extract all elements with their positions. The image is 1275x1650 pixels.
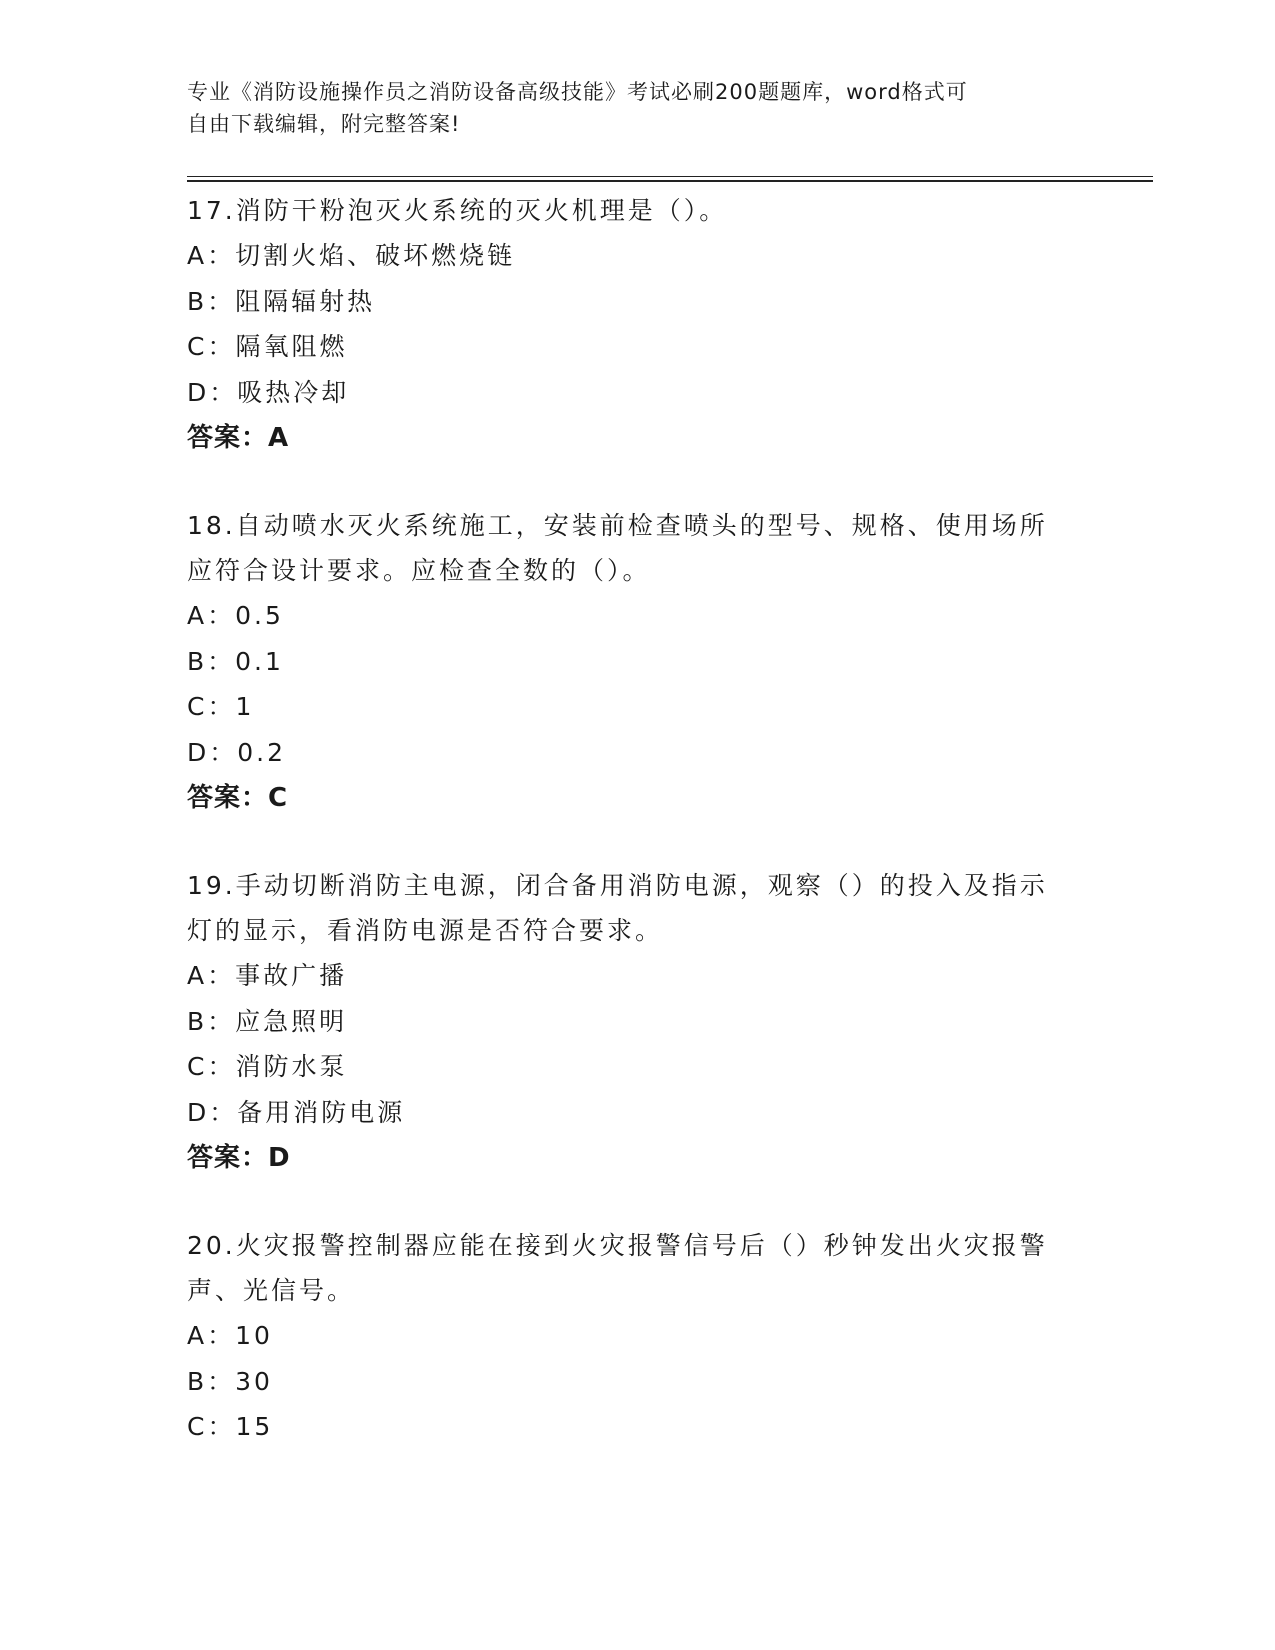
question-17 [187,188,1087,461]
option-b: B：30 [187,1366,273,1396]
question-stem-line-2: 应符合设计要求。应检查全数的（）。 [187,556,651,585]
option-c: C：消防水泵 [187,1052,348,1081]
question-19 [187,863,1087,1181]
spacer [187,821,1087,863]
answer-line: 答案：D [187,1143,291,1173]
option-a: A：10 [187,1321,273,1350]
header-rule-thin [187,176,1153,177]
question-18 [187,503,1087,821]
question-stem-line-1: 18.自动喷水灭火系统施工，安装前检查喷头的型号、规格、使用场所 [187,511,1048,540]
option-b: B：0.1 [187,646,284,676]
option-c: C：1 [187,692,255,721]
option-c: C：15 [187,1412,274,1441]
header-rule-thick [187,180,1153,182]
question-stem: 17.消防干粉泡灭火系统的灭火机理是（）。 [187,196,728,225]
answer-line: 答案：A [187,423,290,453]
answer-line: 答案：C [187,783,289,813]
question-20 [187,1223,1087,1450]
option-a: A：切割火焰、破坏燃烧链 [187,241,516,270]
spacer [187,1181,1087,1223]
question-stem-line-2: 灯的显示，看消防电源是否符合要求。 [187,916,664,945]
option-c: C：隔氧阻燃 [187,332,348,361]
option-d: D：0.2 [187,737,287,767]
option-a: A：事故广播 [187,961,348,990]
option-a: A：0.5 [187,601,284,630]
question-list [187,188,1087,1450]
option-d: D：备用消防电源 [187,1097,406,1127]
option-b: B：阻隔辐射热 [187,286,376,316]
question-stem-line-1: 19.手动切断消防主电源，闭合备用消防电源，观察（）的投入及指示 [187,871,1048,900]
header-line-2: 自由下载编辑，附完整答案! [187,112,461,136]
option-d: D：吸热冷却 [187,377,350,407]
spacer [187,461,1087,503]
question-stem-line-2: 声、光信号。 [187,1276,356,1305]
document-header [187,76,1067,140]
question-stem-line-1: 20.火灾报警控制器应能在接到火灾报警信号后（）秒钟发出火灾报警 [187,1231,1048,1260]
header-line-1: 专业《消防设施操作员之消防设备高级技能》考试必刷200题题库，word格式可 [187,80,968,104]
option-b: B：应急照明 [187,1006,348,1036]
